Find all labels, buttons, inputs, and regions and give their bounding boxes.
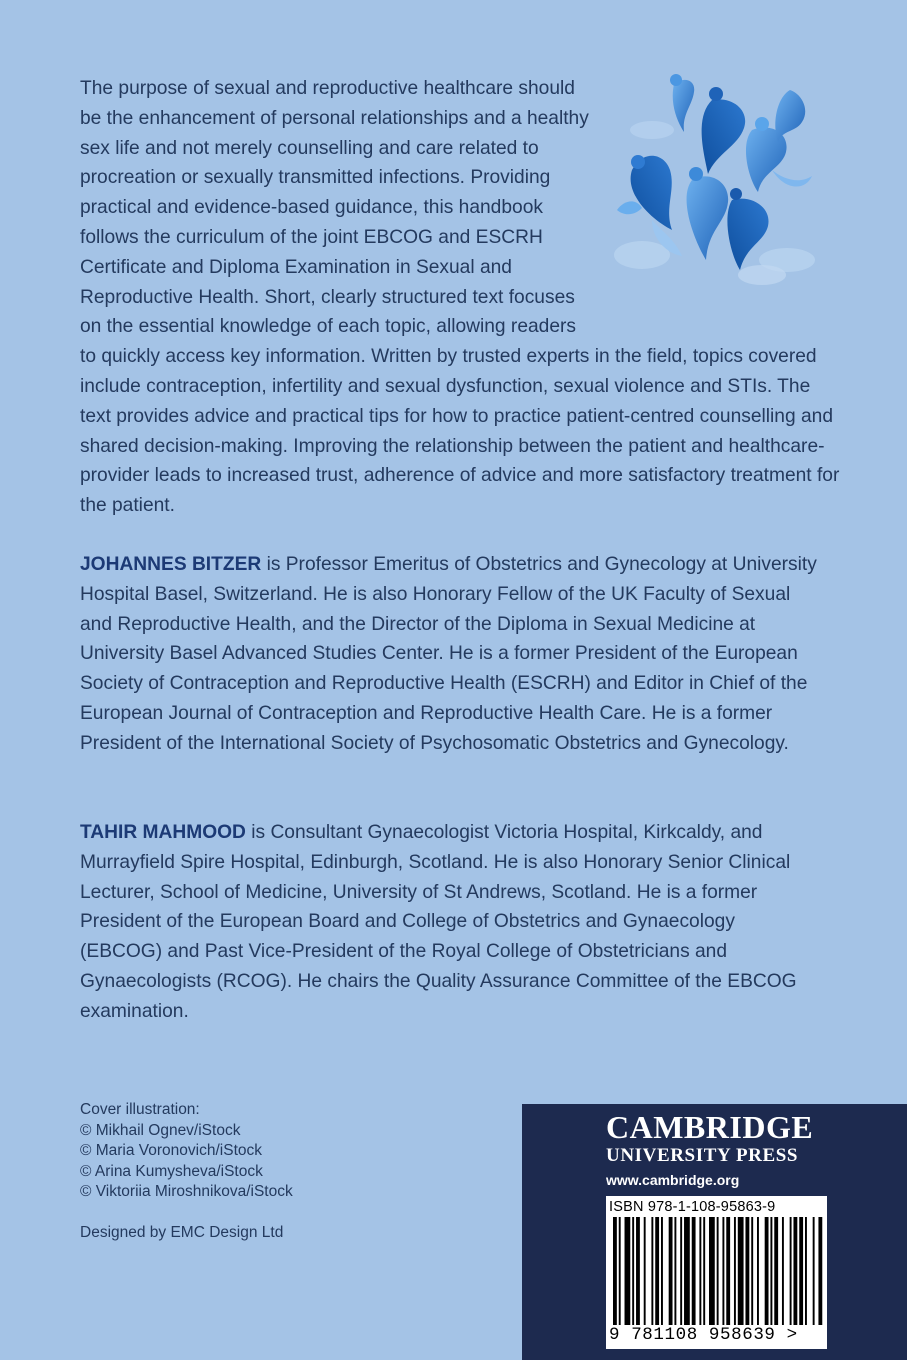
barcode-bar bbox=[674, 1217, 676, 1325]
barcode-bar bbox=[782, 1217, 784, 1325]
barcode-bar bbox=[745, 1217, 749, 1325]
publisher-press: UNIVERSITY PRESS bbox=[606, 1145, 799, 1166]
isbn-barcode bbox=[606, 1196, 827, 1349]
credits-heading: Cover illustration: bbox=[80, 1101, 200, 1118]
isbn-digits: 9 781108 958639 > bbox=[609, 1325, 798, 1345]
barcode-bars bbox=[609, 1217, 824, 1325]
credit-line: © Arina Kumysheva/iStock bbox=[80, 1162, 263, 1180]
author-bio-text: is Consultant Gynaecologist Victoria Hospital, Kirkcaldy, and Murrayfield Spire Hospital, Edinburgh, Scotland. He is also Honorary Senior Clinical Lecturer, School of Medicine, University of St Andrews, Scotland. He is a former President of the European Board and College of Obstetrics and Gynaecology (EBCOG) and Past Vice-President of the Royal College of Obstetricians and Gynaecologists (RCOG). He chairs the Quality Assurance Committee of the EBCOG examination. bbox=[80, 822, 797, 1022]
barcode-bar bbox=[770, 1217, 772, 1325]
barcode-bar bbox=[805, 1217, 807, 1325]
barcode-bar bbox=[709, 1217, 715, 1325]
barcode-bar bbox=[738, 1217, 744, 1325]
barcode-bar bbox=[799, 1217, 803, 1325]
author-name: TAHIR MAHMOOD bbox=[80, 822, 246, 843]
barcode-bar bbox=[644, 1217, 646, 1325]
barcode-bar bbox=[790, 1217, 792, 1325]
barcode-bar bbox=[655, 1217, 659, 1325]
barcode-bar bbox=[722, 1217, 724, 1325]
publisher-panel bbox=[522, 1104, 907, 1360]
barcode-bar bbox=[625, 1217, 631, 1325]
barcode-bar bbox=[613, 1217, 617, 1325]
barcode-bar bbox=[757, 1217, 759, 1325]
barcode-bar bbox=[774, 1217, 778, 1325]
author-bio-text: is Professor Emeritus of Obstetrics and Gynecology at University Hospital Basel, Switzerland. He is also Honorary Fellow of the UK Faculty of Sexual and Reproductive Health, and the Director of the Diploma in Sexual Medicine at University Basel Advanced Studies Center. He is a former President of the European Society of Contraception and Reproductive Health (ESCRH) and Editor in Chief of the European Journal of Contraception and Reproductive Health Care. He is a former President of the International Society of Psychosomatic Obstetrics and Gynecology. bbox=[80, 554, 817, 754]
credit-line: © Viktoriia Miroshnikova/iStock bbox=[80, 1183, 293, 1201]
barcode-bar bbox=[751, 1217, 753, 1325]
design-credit: Designed by EMC Design Ltd bbox=[80, 1224, 284, 1241]
book-description bbox=[80, 74, 840, 521]
barcode-bar bbox=[680, 1217, 682, 1325]
barcode-bar bbox=[726, 1217, 730, 1325]
barcode-bar bbox=[692, 1217, 696, 1325]
barcode-bar bbox=[636, 1217, 640, 1325]
credit-line: © Maria Voronovich/iStock bbox=[80, 1142, 262, 1160]
cover-illustration-credits bbox=[80, 1100, 293, 1203]
barcode-bar bbox=[818, 1217, 822, 1325]
barcode-bar bbox=[684, 1217, 690, 1325]
isbn-label: ISBN 978-1-108-95863-9 bbox=[609, 1199, 776, 1215]
barcode-bar bbox=[669, 1217, 673, 1325]
barcode-bar bbox=[717, 1217, 719, 1325]
author-name: JOHANNES BITZER bbox=[80, 554, 262, 575]
barcode-bar bbox=[632, 1217, 634, 1325]
barcode-bar bbox=[699, 1217, 701, 1325]
barcode-bar bbox=[813, 1217, 815, 1325]
barcode-bar bbox=[651, 1217, 653, 1325]
barcode-bar bbox=[765, 1217, 769, 1325]
author-bio-bitzer bbox=[80, 550, 820, 759]
barcode-bar bbox=[661, 1217, 663, 1325]
barcode-bar bbox=[734, 1217, 736, 1325]
barcode-bar bbox=[703, 1217, 705, 1325]
author-bio-mahmood bbox=[80, 818, 820, 1027]
publisher-name: CAMBRIDGE bbox=[606, 1109, 814, 1145]
credit-line: © Mikhail Ognev/iStock bbox=[80, 1121, 241, 1139]
barcode-bar bbox=[793, 1217, 797, 1325]
publisher-url: www.cambridge.org bbox=[606, 1172, 740, 1188]
book-description-text: The purpose of sexual and reproductive healthcare should be the enhancement of personal relationships and a healthy sex life and not merely counselling and care related to procreation or sexually transmitted infections. Providing practical and evidence-based guidance, this handbook follows the curriculum of the joint EBCOG and ESCRH Certificate and Diploma Examination in Sexual and Reproductive Health. Short, clearly structured text focuses on the essential knowledge of each topic, allowing readers to quickly access key information. Written by trusted experts in the field, topics covered include contraception, infertility and sexual dysfunction, sexual violence and STIs. The text provides advice and practical tips for how to practice patient-centred counselling and shared decision-making. Improving the relationship between the patient and healthcare-provider leads to increased trust, adherence of advice and more satisfactory treatment for the patient. bbox=[80, 78, 840, 517]
barcode-bar bbox=[619, 1217, 621, 1325]
